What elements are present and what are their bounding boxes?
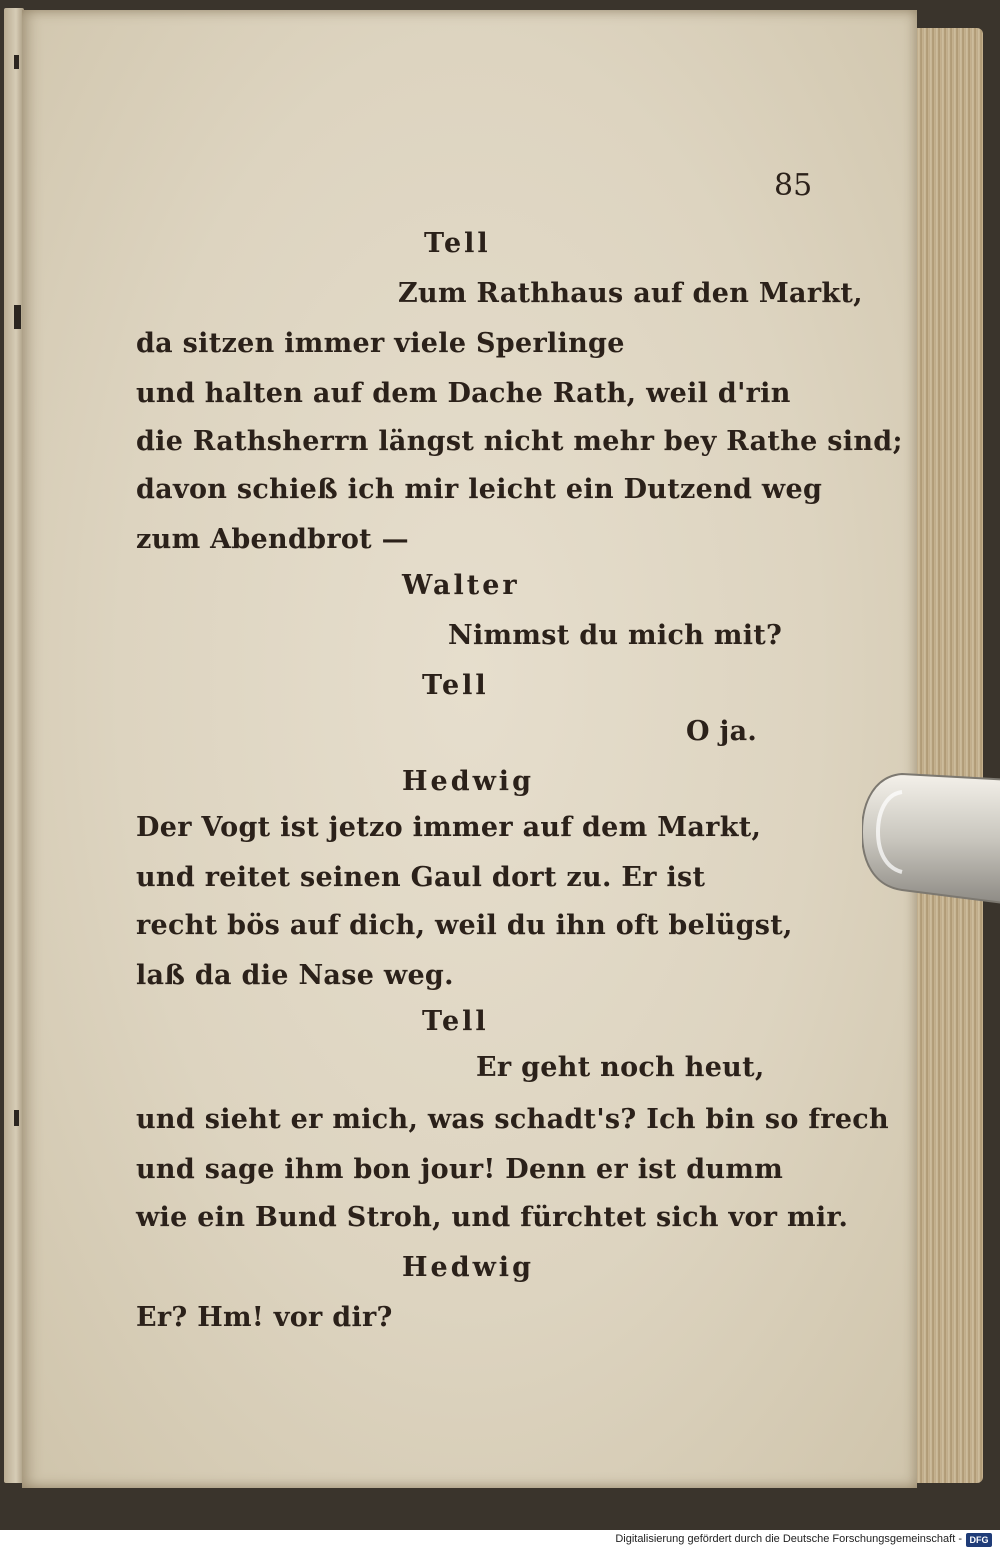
- speaker-name: Tell: [422, 1006, 489, 1037]
- page-number: 85: [774, 168, 813, 203]
- text-line: wie ein Bund Stroh, und fürchtet sich vor mir.: [136, 1202, 849, 1233]
- text-line: und halten auf dem Dache Rath, weil d'rin: [136, 378, 791, 409]
- text-line: zum Abendbrot —: [136, 524, 409, 555]
- speaker-name: Hedwig: [402, 1252, 534, 1283]
- speaker-name: Hedwig: [402, 766, 534, 797]
- binding-mark: [14, 55, 19, 69]
- binding-mark: [14, 1110, 19, 1126]
- text-line: recht bös auf dich, weil du ihn oft belügst,: [136, 910, 793, 941]
- speaker-name: Walter: [402, 570, 520, 601]
- text-line: und sieht er mich, was schadt's? Ich bin so frech: [136, 1104, 889, 1135]
- text-line: die Rathsherrn längst nicht mehr bey Rathe sind;: [136, 426, 903, 457]
- book-page: [22, 10, 917, 1488]
- text-line: und reitet seinen Gaul dort zu. Er ist: [136, 862, 706, 893]
- text-line: Der Vogt ist jetzo immer auf dem Markt,: [136, 812, 762, 843]
- text-line: O ja.: [686, 716, 758, 747]
- page-holder-clip: [862, 772, 1000, 912]
- speaker-name: Tell: [424, 228, 491, 259]
- speaker-name: Tell: [422, 670, 489, 701]
- footer-bar: [0, 1530, 1000, 1550]
- text-line: Er? Hm! vor dir?: [136, 1302, 393, 1333]
- text-line: Zum Rathhaus auf den Markt,: [398, 278, 863, 309]
- funding-credit: Digitalisierung gefördert durch die Deutsche Forschungsgemeinschaft -: [615, 1533, 962, 1545]
- text-line: Er geht noch heut,: [476, 1052, 765, 1083]
- text-line: und sage ihm bon jour! Denn er ist dumm: [136, 1154, 784, 1185]
- dfg-logo: DFG: [966, 1533, 992, 1547]
- text-line: da sitzen immer viele Sperlinge: [136, 328, 625, 359]
- text-line: davon schieß ich mir leicht ein Dutzend weg: [136, 474, 823, 505]
- text-line: laß da die Nase weg.: [136, 960, 454, 991]
- text-line: Nimmst du mich mit?: [448, 620, 783, 651]
- binding-mark: [14, 305, 21, 329]
- left-page-edge: [4, 8, 24, 1483]
